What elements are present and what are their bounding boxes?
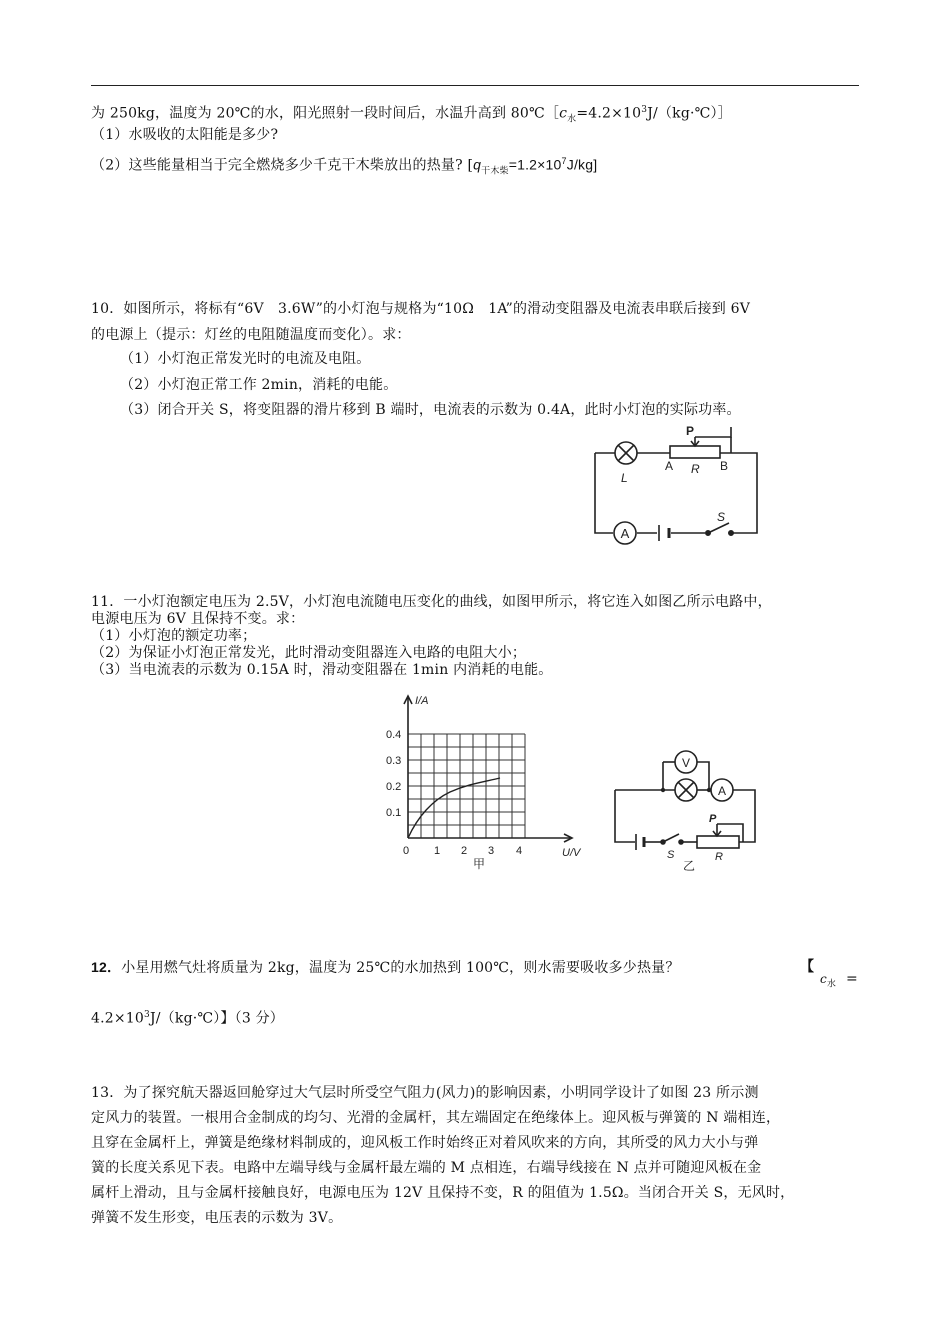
q9-sub2: （2）这些能量相当于完全燃烧多少千克干木柴放出的热量? $[q_{干木柴}=1.2\times 10^7J/kg]$: [91, 156, 598, 177]
q12-c-symbol: $c_水$: [820, 972, 837, 990]
q11-sub2: （2）为保证小灯泡正常发光，此时滑动变阻器连入电路的电阻大小；: [91, 645, 527, 661]
q9-sub1: （1）水吸收的太阳能是多少?: [91, 127, 279, 143]
voltmeter-icon: [675, 751, 697, 773]
q12-line1: 12．小星用燃气灶将质量为 2kg，温度为 25℃的水加热到 100℃，则水需要吸收多少热量？: [91, 959, 680, 976]
ammeter-icon: [614, 522, 636, 544]
q11-line2: 电源电压为 6V 且保持不变。求：: [91, 611, 305, 627]
q13-line5: 属杆上滑动，且与金属杆接触良好，电源电压为 12V 且保持不变，R 的阻值为 1.5Ω。当闭合开关 S，无风时，: [91, 1185, 795, 1201]
svg-text:V: V: [681, 756, 691, 770]
battery-icon: [659, 525, 669, 541]
xtick-3: 3: [488, 845, 495, 857]
label-R: R: [715, 851, 723, 863]
ammeter-icon: [711, 779, 733, 801]
ytick-0.1: 0.1: [386, 807, 402, 819]
q13-line2: 定风力的装置。一根用合金制成的均匀、光滑的金属杆，其左端固定在绝缘体上。迎风板与弹簧的 N 端相连，: [91, 1110, 781, 1126]
q11-sub1: （1）小灯泡的额定功率；: [91, 628, 257, 644]
lamp-icon: [675, 779, 697, 801]
xtick-4: 4: [516, 845, 523, 857]
graph-caption: 甲: [473, 857, 486, 871]
q12-line2: $4.2\times 10^3J/(kg\cdot℃)$】（3 分）: [91, 1010, 284, 1027]
graph-ylabel: I/A: [415, 695, 429, 707]
ytick-0.4: 0.4: [386, 729, 402, 741]
q11-line1: 11．一小灯泡额定电压为 2.5V，小灯泡电流随电压变化的曲线，如图甲所示，将它连入如图乙所示电路中，: [91, 594, 772, 610]
q13-line6: 弹簧不发生形变，电压表的示数为 3V。: [91, 1210, 343, 1226]
label-B: B: [720, 459, 729, 473]
label-P: P: [686, 425, 695, 438]
q11-sub3: （3）当电流表的示数为 0.15A 时，滑动变阻器在 1min 内消耗的电能。: [91, 662, 553, 678]
xtick-2: 2: [461, 845, 468, 857]
svg-text:A: A: [620, 526, 630, 541]
q10-sub3: （3）闭合开关 S，将变阻器的滑片移到 B 端时，电流表的示数为 0.4A，此时小灯泡的实际功率。: [120, 402, 741, 418]
battery-icon: [636, 834, 644, 850]
q11-circuit-yi: [605, 742, 770, 872]
q10-circuit-diagram: [585, 425, 765, 545]
q10-sub1: （1）小灯泡正常发光时的电流及电阻。: [120, 351, 371, 367]
q13-line3: 且穿在金属杆上，弹簧是绝缘材料制成的，迎风板工作时始终正对着风吹来的方向，其所受的风力大小与弹: [91, 1135, 759, 1151]
graph-xlabel: U/V: [562, 847, 581, 859]
q10-line2: 的电源上（提示：灯丝的电阻随温度而变化）。求：: [91, 327, 411, 343]
q13-line1: 13．为了探究航天器返回舱穿过大气层时所受空气阻力(风力)的影响因素，小明同学设计了如图 23 所示测: [91, 1085, 759, 1101]
xtick-0: 0: [403, 845, 410, 857]
q13-line4: 簧的长度关系见下表。电路中左端导线与金属杆最左端的 M 点相连，右端导线接在 N 点并可随迎风板在金: [91, 1160, 762, 1176]
label-P: P: [709, 813, 717, 825]
svg-text:A: A: [717, 784, 727, 798]
q10-line1: 10．如图所示，将标有“6V 3.6W”的小灯泡与规格为“10Ω 1A”的滑动变阻器及电流表串联后接到 6V: [91, 301, 751, 317]
label-S: S: [717, 510, 726, 524]
q9-line1: 为 250kg，温度为 20℃的水，阳光照射一段时间后，水温升高到 $80℃[c_水=4.2\times 10^3J/(kg\cdot℃)]$: [91, 105, 732, 125]
switch-icon: [706, 523, 733, 535]
label-L: L: [621, 471, 628, 485]
q11-graph-jia: [378, 688, 588, 878]
switch-icon: [661, 834, 683, 844]
lamp-icon: [615, 442, 637, 464]
ytick-0.2: 0.2: [386, 781, 402, 793]
xtick-1: 1: [434, 845, 441, 857]
label-S: S: [667, 849, 675, 861]
label-A: A: [665, 459, 674, 473]
header-rule: [91, 85, 859, 86]
q12-eq: =: [846, 971, 858, 987]
q12-bracket: 【: [800, 959, 815, 975]
circuit-caption: 乙: [683, 859, 696, 872]
ytick-0.3: 0.3: [386, 755, 402, 767]
label-R: R: [691, 462, 700, 476]
q10-sub2: （2）小灯泡正常工作 2min，消耗的电能。: [120, 377, 398, 393]
